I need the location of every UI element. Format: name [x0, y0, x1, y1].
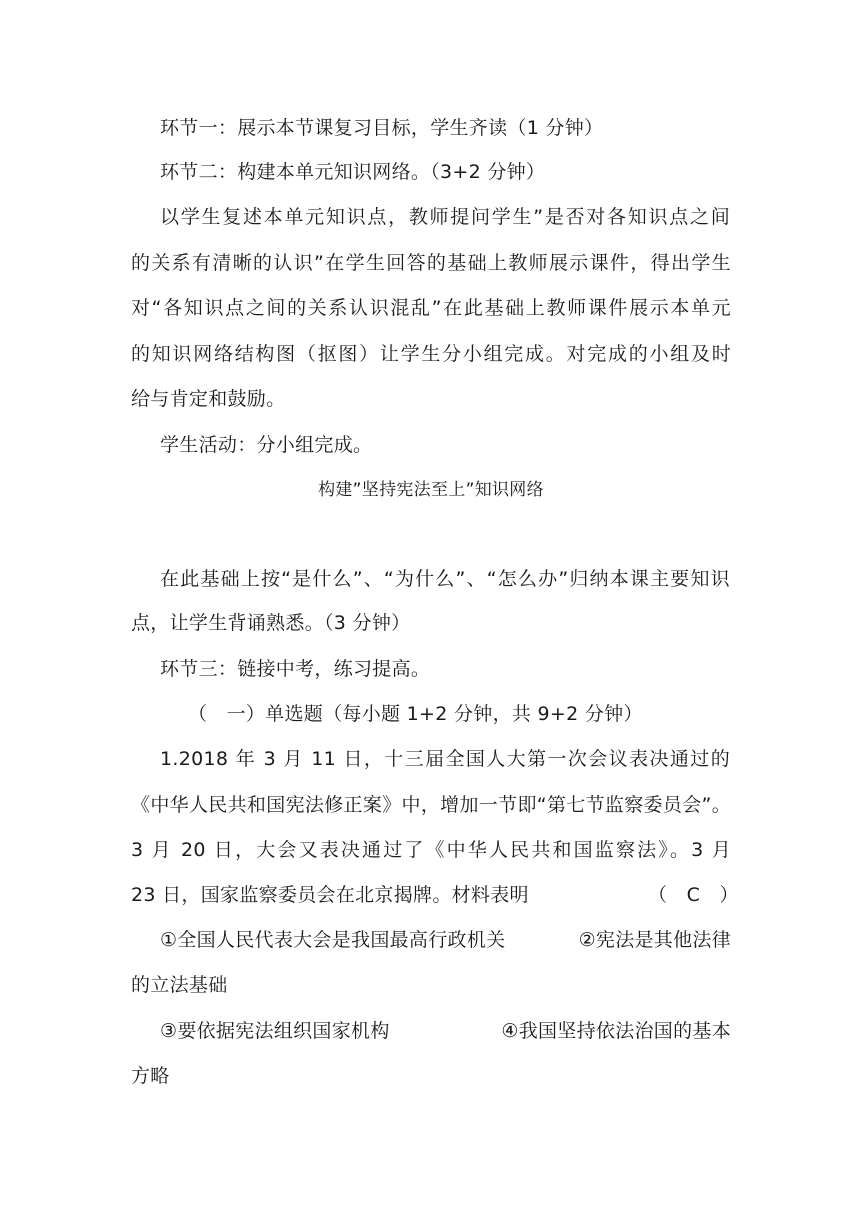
answer-bracket: （ C ） [648, 884, 739, 906]
option-2-continued: 的立法基础 [131, 974, 228, 996]
question-line: 1.2018 年 3 月 11 日，十三届全国人大第一次会议表决通过的 [160, 748, 730, 770]
section-heading: 环节三：链接中考，练习提高。 [160, 658, 431, 680]
question-line: 3 月 20 日，大会又表决通过了《中华人民共和国监察法》。3 月 [131, 839, 731, 861]
question-line: 23 日，国家监察委员会在北京揭牌。材料表明 [131, 884, 529, 906]
option-4-continued: 方略 [131, 1065, 170, 1087]
option-3: ③要依据宪法组织国家机构 [160, 1020, 390, 1042]
paragraph-line: 的知识网络结构图（抠图）让学生分小组完成。对完成的小组及时 [131, 343, 731, 365]
option-2: ②宪法是其他法律 [578, 929, 731, 951]
option-1: ①全国人民代表大会是我国最高行政机关 [160, 929, 506, 951]
figure-caption: 构建”坚持宪法至上”知识网络 [318, 480, 544, 500]
question-line: 《中华人民共和国宪法修正案》中，增加一节即“第七节监察委员会”。 [131, 794, 731, 816]
paragraph-line: 学生活动：分小组完成。 [160, 434, 373, 456]
paragraph-line: 对“各知识点之间的关系认识混乱”在此基础上教师课件展示本单元 [131, 297, 731, 319]
paragraph-line: 在此基础上按“是什么”、“为什么”、“怎么办”归纳本课主要知识 [160, 568, 730, 590]
paragraph-line: 给与肯定和鼓励。 [131, 388, 286, 410]
option-4: ④我国坚持依法治国的基本 [501, 1020, 731, 1042]
section-heading: （ 一）单选题（每小题 1+2 分钟，共 9+2 分钟） [188, 703, 643, 725]
paragraph-line: 点，让学生背诵熟悉。（3 分钟） [131, 612, 411, 634]
paragraph-line: 以学生复述本单元知识点，教师提问学生”是否对各知识点之间 [160, 206, 730, 228]
paragraph-line: 的关系有清晰的认识”在学生回答的基础上教师展示课件，得出学生 [131, 252, 731, 274]
paragraph-line: 环节一：展示本节课复习目标，学生齐读（1 分钟） [160, 117, 604, 139]
paragraph-line: 环节二：构建本单元知识网络。（3+2 分钟） [160, 161, 546, 183]
